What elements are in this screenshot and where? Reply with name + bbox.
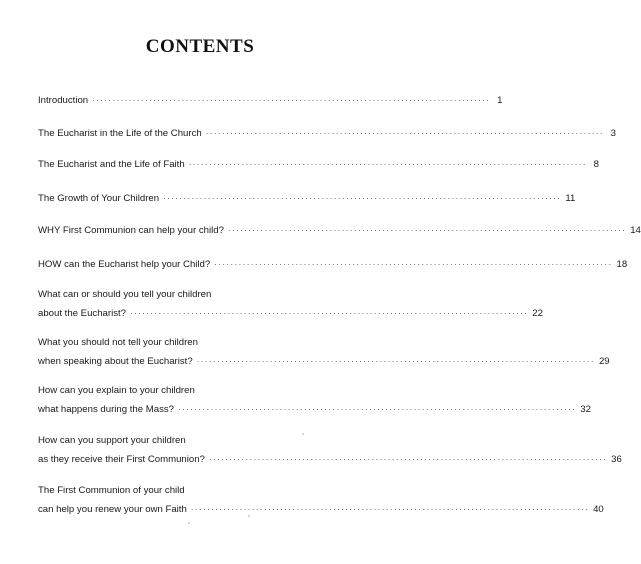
dot-leader: ··································································································	[196, 357, 595, 366]
dot-leader: ··································································································	[188, 160, 587, 169]
toc-line	[38, 453, 622, 466]
toc-entry-title-cont: can help you renew your own Faith	[38, 504, 187, 515]
toc-entry	[38, 484, 604, 516]
toc-page-number: 8	[593, 159, 599, 170]
toc-page-number: 3	[610, 128, 616, 139]
dot-leader: ··································································································	[190, 505, 590, 514]
toc-entry	[38, 158, 599, 171]
toc-page-number: 36	[611, 454, 622, 465]
toc-line	[38, 484, 356, 497]
toc-entry	[38, 258, 628, 271]
dot-leader: ··································································································	[227, 226, 627, 235]
toc-entry	[38, 384, 591, 416]
dot-leader: ··································································································	[208, 455, 608, 464]
toc-page-number: 14	[630, 225, 641, 236]
dot-leader: ··································································································	[205, 129, 604, 138]
toc-line	[38, 384, 356, 397]
toc-page-number: 29	[598, 356, 610, 367]
toc-line	[38, 336, 356, 349]
toc-entry-title: The Eucharist in the Life of the Church	[38, 128, 202, 139]
toc-page-number: 11	[565, 193, 576, 204]
scan-speck	[248, 515, 250, 517]
toc-entry-title: How can you support your children	[38, 435, 186, 446]
toc-line	[38, 224, 641, 237]
dot-leader: ··································································································	[178, 405, 577, 414]
toc-entry	[38, 224, 641, 237]
dot-leader: ··································································································	[92, 96, 491, 105]
toc-entry-title: HOW can the Eucharist help your Child?	[38, 259, 211, 270]
scan-speck	[188, 522, 190, 524]
toc-entry-title: How can you explain to your children	[38, 385, 195, 396]
toc-entry	[38, 94, 503, 107]
toc-line	[38, 127, 616, 140]
toc-entry-title-cont: when speaking about the Eucharist?	[38, 356, 193, 367]
page-title: CONTENTS	[145, 36, 255, 57]
toc-line	[38, 158, 599, 171]
toc-line	[38, 307, 543, 320]
dot-leader: ··································································································	[214, 260, 613, 269]
toc-entry	[38, 336, 610, 368]
toc-page-number: 1	[497, 95, 503, 106]
toc-entry-title: Introduction	[38, 95, 89, 106]
toc-entry-title: What you should not tell your children	[38, 337, 198, 348]
toc-line	[38, 434, 356, 447]
toc-line	[38, 288, 356, 301]
dot-leader: ··································································································	[163, 194, 562, 203]
toc-page-number: 32	[580, 404, 591, 415]
toc-entry-title-cont: as they receive their First Communion?	[38, 454, 205, 465]
toc-entry-title: The Growth of Your Children	[38, 193, 160, 204]
toc-entry-title-cont: about the Eucharist?	[38, 308, 127, 319]
toc-entry-title: The First Communion of your child	[38, 485, 185, 496]
toc-page-number: 18	[616, 259, 628, 270]
toc-entry	[38, 434, 622, 466]
toc-line	[38, 503, 604, 516]
toc-page-number: 40	[593, 504, 604, 515]
toc-entry-title: WHY First Communion can help your child?	[38, 225, 224, 236]
toc-entry	[38, 192, 576, 205]
scan-speck	[302, 433, 304, 435]
toc-line	[38, 192, 576, 205]
toc-entry	[38, 288, 543, 320]
toc-entry-title: What can or should you tell your children	[38, 289, 212, 300]
toc-entry-title: The Eucharist and the Life of Faith	[38, 159, 185, 170]
dot-leader: ··································································································	[130, 309, 529, 318]
toc-entry-title-cont: what happens during the Mass?	[38, 404, 174, 415]
toc-line	[38, 258, 628, 271]
toc-line	[38, 403, 591, 416]
toc-page-number: 22	[532, 308, 543, 319]
toc-line	[38, 355, 610, 368]
toc-line	[38, 94, 503, 107]
toc-entry	[38, 127, 616, 140]
